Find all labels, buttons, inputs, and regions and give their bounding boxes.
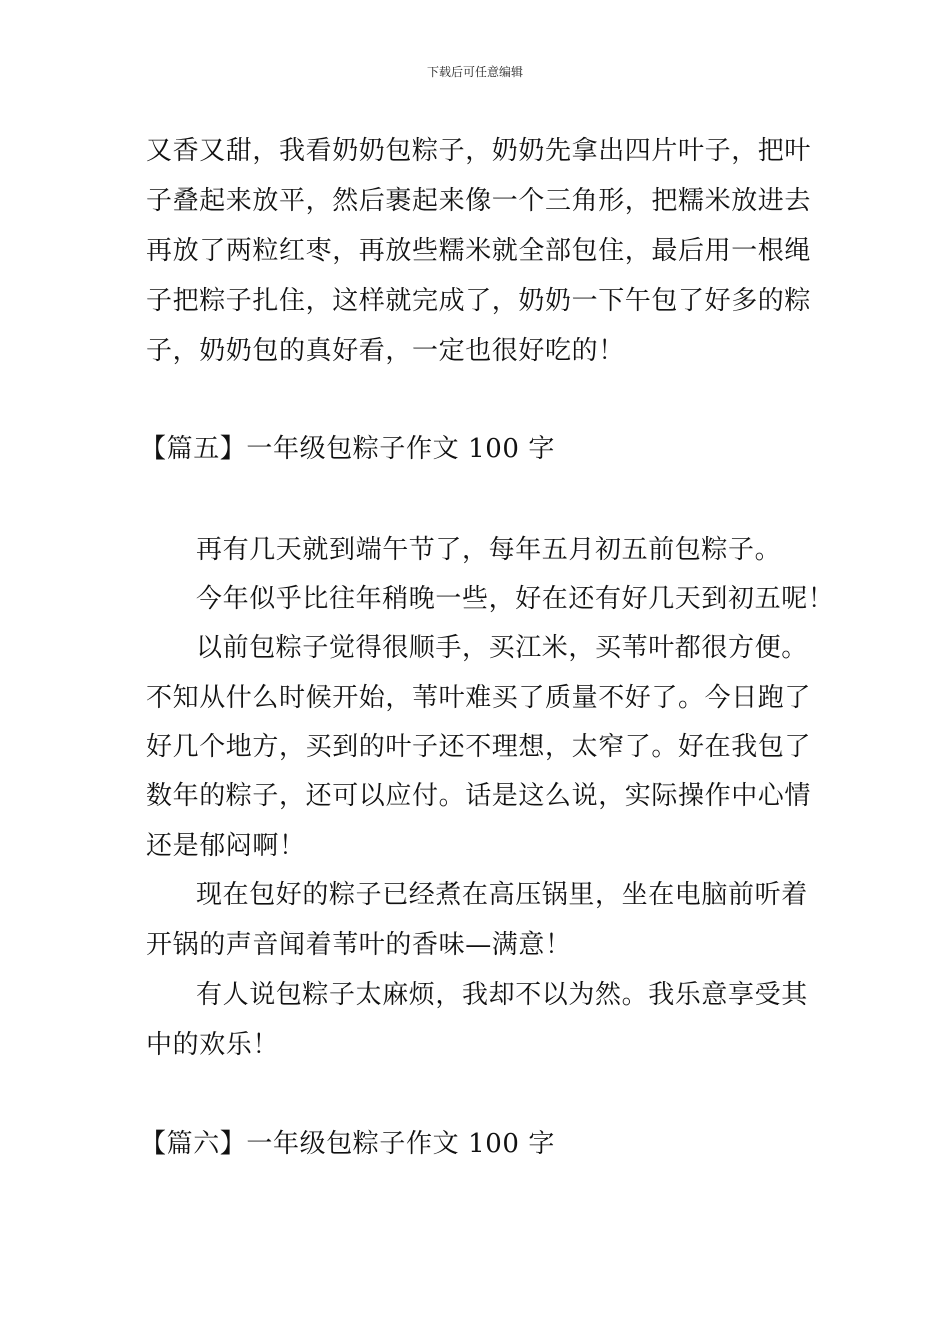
paragraph-line: 又香又甜，我看奶奶包粽子，奶奶先拿出四片叶子，把叶: [146, 136, 812, 166]
paragraph-line: 子把粽子扎住，这样就完成了，奶奶一下午包了好多的粽: [146, 286, 812, 316]
paragraph-line: 再有几天就到端午节了，每年五月初五前包粽子。: [196, 535, 782, 565]
paragraph-line: 子，奶奶包的真好看，一定也很好吃的！: [146, 336, 625, 366]
paragraph-line: 数年的粽子，还可以应付。话是这么说，实际操作中心情: [146, 781, 812, 811]
paragraph-line: 现在包好的粽子已经煮在高压锅里，坐在电脑前听着: [196, 880, 808, 910]
paragraph-line: 再放了两粒红枣，再放些糯米就全部包住，最后用一根绳: [146, 236, 812, 266]
paragraph-line: 有人说包粽子太麻烦，我却不以为然。我乐意享受其: [196, 980, 808, 1010]
section-title-6: 【篇六】一年级包粽子作文 100 字: [140, 1129, 555, 1159]
paragraph-line: 不知从什么时候开始，苇叶难买了质量不好了。今日跑了: [146, 683, 812, 713]
paragraph-line: 今年似乎比往年稍晚一些，好在还有好几天到初五呢！: [196, 584, 835, 614]
header-note: 下载后可任意编辑: [426, 65, 523, 79]
paragraph-line: 中的欢乐！: [146, 1030, 280, 1060]
paragraph-line: 还是郁闷啊！: [146, 831, 306, 861]
paragraph-line: 子叠起来放平，然后裹起来像一个三角形，把糯米放进去: [146, 186, 812, 216]
paragraph-line: 开锅的声音闻着苇叶的香味—满意！: [146, 930, 572, 960]
paragraph-line: 以前包粽子觉得很顺手，买江米，买苇叶都很方便。: [196, 633, 808, 663]
section-title-5: 【篇五】一年级包粽子作文 100 字: [140, 434, 555, 464]
paragraph-line: 好几个地方，买到的叶子还不理想，太窄了。好在我包了: [146, 732, 812, 762]
